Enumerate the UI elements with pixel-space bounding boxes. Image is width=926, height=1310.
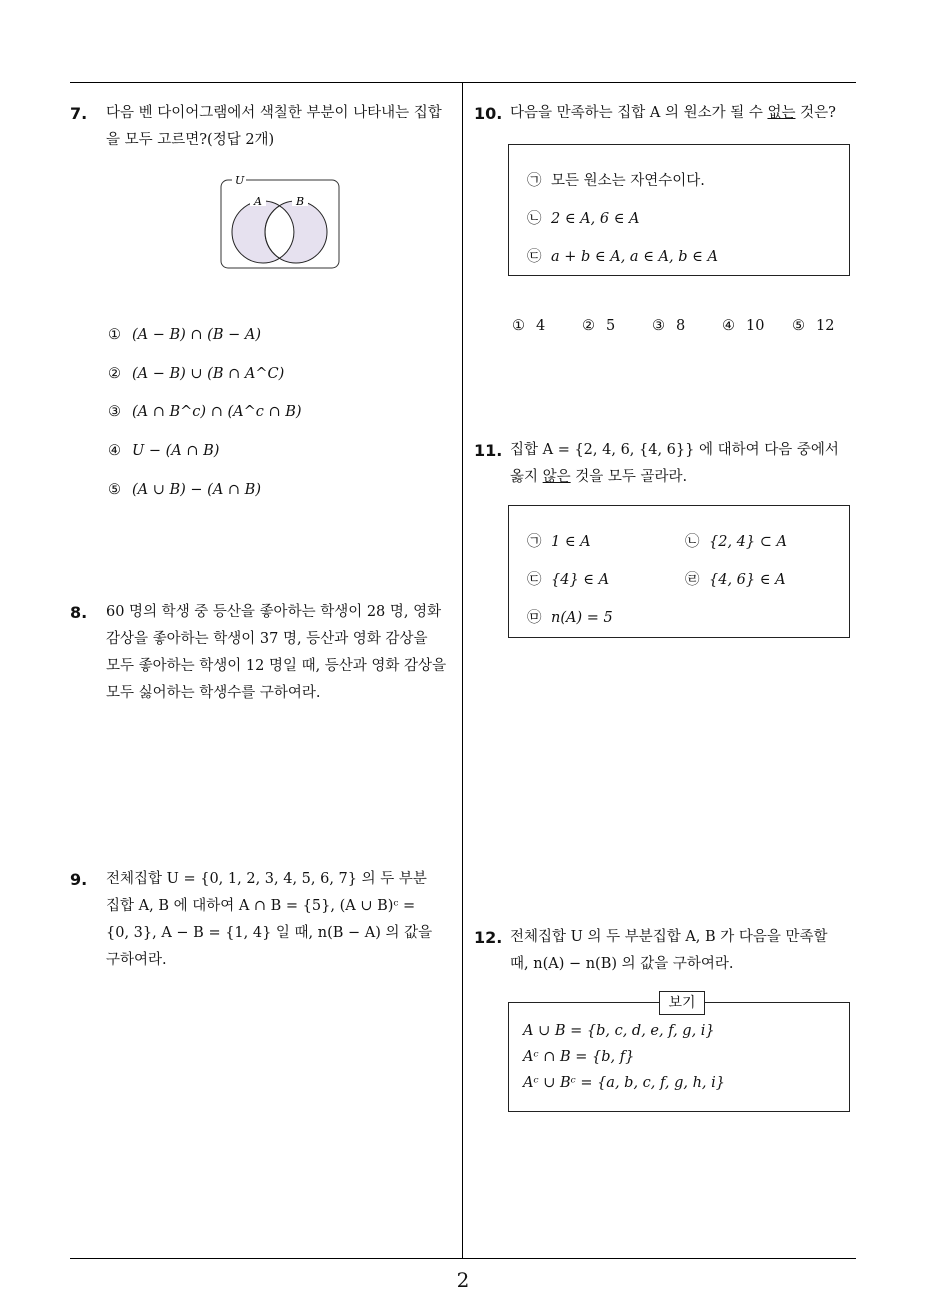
problem-number: 11. — [474, 441, 503, 460]
problem-text: 을 모두 고르면?(정답 2개) — [106, 132, 275, 148]
venn-label-u: U — [235, 176, 245, 187]
problem-text: {0, 3}, A − B = {1, 4} 일 때, n(B − A) 의 값을 — [106, 925, 433, 941]
statement-5[interactable]: ㉤ n(A) = 5 — [527, 610, 613, 626]
condition-2: ㉡ 2 ∈ A, 6 ∈ A — [527, 211, 640, 227]
choice-number: ④ — [108, 443, 121, 459]
problem-text: 때, n(A) − n(B) 의 값을 구하여라. — [510, 956, 734, 972]
bottom-rule — [70, 1258, 856, 1259]
problem-text: 전체집합 U = {0, 1, 2, 3, 4, 5, 6, 7} 의 두 부분 — [106, 871, 427, 887]
choice-3[interactable] — [652, 316, 685, 336]
problem-text: 옳지 않은 것을 모두 골라라. — [510, 469, 688, 485]
problem-text: 전체집합 U 의 두 부분집합 A, B 가 다음을 만족할 — [510, 929, 828, 945]
bogi-line: Aᶜ ∪ Bᶜ = {a, b, c, f, g, h, i} — [523, 1075, 726, 1091]
choice-text: 4 — [536, 318, 546, 334]
choice-5[interactable] — [108, 480, 261, 500]
choice-text: (A − B) ∩ (B − A) — [132, 327, 261, 343]
problem-9 — [70, 866, 456, 974]
problem-text: 감상을 좋아하는 학생이 37 명, 등산과 영화 감상을 — [106, 631, 428, 647]
choice-number: ⑤ — [792, 318, 805, 334]
bogi-box — [508, 995, 850, 1112]
choice-text: 10 — [746, 318, 765, 334]
problem-text: 모두 좋아하는 학생이 12 명일 때, 등산과 영화 감상을 — [106, 658, 447, 674]
choice-1[interactable] — [512, 316, 545, 336]
problem-10 — [474, 100, 858, 127]
problem-text: 구하여라. — [106, 952, 167, 968]
problem-text: 집합 A, B 에 대하여 A ∩ B = {5}, (A ∪ B)ᶜ = — [106, 898, 416, 914]
statement-4[interactable]: ㉣ {4, 6} ∈ A — [685, 572, 786, 588]
bogi-line: Aᶜ ∩ B = {b, f} — [523, 1049, 635, 1065]
choice-3[interactable] — [108, 402, 302, 422]
problem-number: 8. — [70, 603, 88, 622]
choice-4[interactable] — [108, 441, 219, 461]
bogi-line: A ∪ B = {b, c, d, e, f, g, i} — [523, 1023, 715, 1039]
column-divider — [462, 82, 463, 1259]
venn-label-b: B — [296, 195, 305, 208]
problem-number: 7. — [70, 104, 88, 123]
choice-text: (A ∪ B) − (A ∩ B) — [132, 482, 261, 498]
statements-box — [508, 505, 850, 638]
choice-number: ② — [108, 366, 121, 382]
choice-number: ④ — [722, 318, 735, 334]
condition-3: ㉢ a + b ∈ A, a ∈ A, b ∈ A — [527, 249, 718, 265]
condition-1: ㉠ 모든 원소는 자연수이다. — [527, 173, 705, 189]
choice-number: ③ — [652, 318, 665, 334]
choice-2[interactable] — [582, 316, 615, 336]
problem-number: 9. — [70, 870, 88, 889]
choice-text: U − (A ∩ B) — [132, 443, 220, 459]
statement-2[interactable]: ㉡ {2, 4} ⊂ A — [685, 534, 787, 550]
problem-number: 12. — [474, 928, 503, 947]
page-number: 2 — [456, 1268, 470, 1292]
choice-number: ② — [582, 318, 595, 334]
bogi-label: 보기 — [659, 991, 705, 1015]
choice-5[interactable] — [792, 316, 834, 336]
problem-text: 집합 A = {2, 4, 6, {4, 6}} 에 대하여 다음 중에서 — [510, 442, 839, 458]
statement-1[interactable]: ㉠ 1 ∈ A — [527, 534, 591, 550]
problem-text: 다음을 만족하는 집합 A 의 원소가 될 수 없는 것은? — [510, 105, 836, 121]
top-rule — [70, 82, 856, 83]
choice-text: 8 — [676, 318, 686, 334]
problem-text: 다음 벤 다이어그램에서 색칠한 부분이 나타내는 집합 — [106, 105, 442, 121]
problem-12 — [474, 924, 858, 978]
problem-number: 10. — [474, 104, 503, 123]
venn-diagram — [218, 176, 344, 274]
problem-text: 60 명의 학생 중 등산을 좋아하는 학생이 28 명, 영화 — [106, 604, 442, 620]
problem-text: 모두 싫어하는 학생수를 구하여라. — [106, 685, 321, 701]
problem-11 — [474, 437, 858, 491]
choice-number: ③ — [108, 404, 121, 420]
choice-text: (A − B) ∪ (B ∩ A^C) — [132, 366, 285, 382]
choice-2[interactable] — [108, 364, 284, 384]
choice-number: ① — [512, 318, 525, 334]
statement-3[interactable]: ㉢ {4} ∈ A — [527, 572, 610, 588]
conditions-box — [508, 144, 850, 276]
choice-1[interactable] — [108, 325, 261, 345]
choice-number: ⑤ — [108, 482, 121, 498]
venn-label-a: A — [254, 195, 262, 208]
choice-text: 5 — [606, 318, 616, 334]
choice-number: ① — [108, 327, 121, 343]
choice-4[interactable] — [722, 316, 764, 336]
problem-7 — [70, 100, 456, 154]
choice-text: 12 — [816, 318, 835, 334]
choice-text: (A ∩ B^c) ∩ (A^c ∩ B) — [132, 404, 302, 420]
problem-8 — [70, 599, 456, 707]
